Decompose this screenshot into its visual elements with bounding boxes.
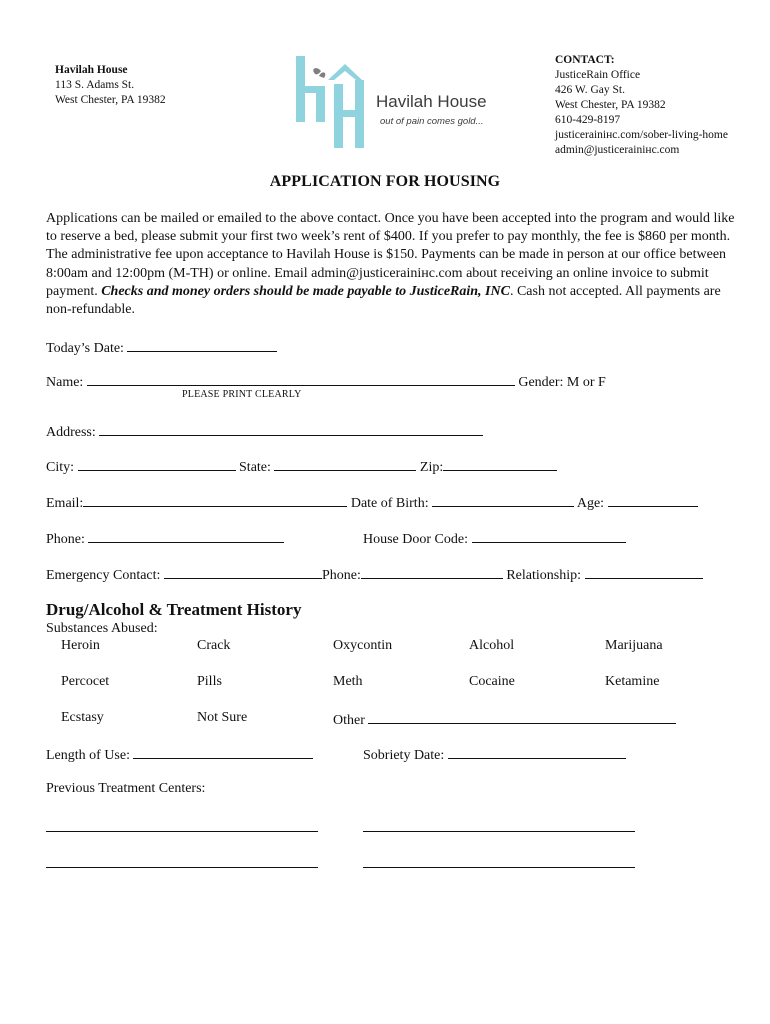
intro-emphasis: Checks and money orders should be made payable to JusticeRain, INC: [101, 283, 510, 299]
previous-center-line[interactable]: [46, 830, 318, 832]
other-substance-field: [333, 710, 676, 730]
substance-option[interactable]: Crack: [197, 638, 231, 653]
length-of-use-field: [46, 745, 313, 765]
relationship-input[interactable]: [585, 565, 703, 579]
emergency-contact-input[interactable]: [164, 565, 322, 579]
substance-option[interactable]: Alcohol: [469, 638, 515, 653]
contact-email: admin@justicerainінc.com: [555, 144, 680, 156]
length-of-use-input[interactable]: [133, 745, 313, 759]
substance-option[interactable]: Ecstasy: [61, 710, 104, 725]
org-city: West Chester, PA 19382: [55, 94, 166, 106]
logo-tagline: out of pain comes gold...: [380, 116, 484, 127]
substance-option[interactable]: Meth: [333, 674, 363, 689]
substances-label: Substances Abused:: [46, 621, 158, 636]
sobriety-date-label: Sobriety Date:: [363, 748, 445, 763]
emergency-phone-label: Phone:: [321, 568, 361, 583]
todays-date-field: [46, 338, 277, 358]
sobriety-date-input[interactable]: [448, 745, 626, 759]
contact-phone: 610-429-8197: [555, 114, 621, 126]
name-label: Name:: [46, 375, 84, 390]
emergency-contact-label: Emergency Contact:: [46, 568, 161, 583]
emergency-contact-row: [46, 565, 703, 585]
gender-label[interactable]: Gender: M or F: [518, 375, 606, 390]
city-input[interactable]: [78, 457, 236, 471]
emergency-phone-input[interactable]: [361, 565, 503, 579]
city-label: City:: [46, 460, 75, 475]
email-dob-age-row: [46, 493, 698, 513]
door-code-label: House Door Code:: [363, 532, 468, 547]
substance-option[interactable]: Ketamine: [605, 674, 660, 689]
dob-label: Date of Birth:: [350, 496, 429, 511]
substance-option[interactable]: Marijuana: [605, 638, 663, 653]
havilah-house-logo: [290, 50, 490, 150]
print-clearly-note: PLEASE PRINT CLEARLY: [182, 389, 302, 400]
substance-option[interactable]: Percocet: [61, 674, 110, 689]
org-address-block: [55, 63, 166, 108]
state-input[interactable]: [274, 457, 416, 471]
address-field: [46, 422, 483, 442]
other-label: Other: [333, 713, 365, 728]
zip-input[interactable]: [443, 457, 557, 471]
contact-office: JusticeRain Office: [555, 69, 641, 81]
contact-website: justicerainінc.com/sober-living-home: [555, 129, 728, 141]
name-input[interactable]: [87, 372, 515, 386]
substance-option[interactable]: Heroin: [61, 638, 100, 653]
dob-input[interactable]: [432, 493, 574, 507]
contact-block: [555, 53, 728, 158]
door-code-input[interactable]: [472, 529, 626, 543]
door-code-field: [363, 529, 626, 549]
other-substance-input[interactable]: [368, 710, 676, 724]
phone-field: [46, 529, 284, 549]
substance-option[interactable]: Not Sure: [197, 710, 248, 725]
contact-street: 426 W. Gay St.: [555, 84, 625, 96]
state-label: State:: [239, 460, 271, 475]
substance-option[interactable]: Oxycontin: [333, 638, 393, 653]
previous-centers-label: Previous Treatment Centers:: [46, 781, 206, 796]
city-state-zip-row: [46, 457, 557, 477]
page-title: APPLICATION FOR HOUSING: [269, 173, 501, 190]
contact-city: West Chester, PA 19382: [555, 99, 666, 111]
substance-option[interactable]: Cocaine: [469, 674, 515, 689]
drug-alcohol-heading: Drug/Alcohol & Treatment History: [46, 600, 302, 619]
address-label: Address:: [46, 425, 96, 440]
previous-center-line[interactable]: [46, 866, 318, 868]
contact-heading: CONTACT:: [555, 54, 615, 66]
todays-date-input[interactable]: [127, 338, 277, 352]
logo-name: Havilah House: [376, 92, 487, 111]
zip-label: Zip:: [419, 460, 444, 475]
intro-text: Applications can be mailed or emailed to the above contact. Once you have been accepted into the program and would like to reserve a bed, please submit your first two week’s rent of $400. If you prefer to pay monthly, the fee is $860 per month. The administrative fee upon acceptance to Havilah House is $150. Payments can be made in person at our office between 8:00am and 12:00pm (M-TH) or online. Email admin@justicerainінc.com about receiving an online invoice to submit payment.: [46, 211, 735, 299]
org-name: Havilah House: [55, 64, 128, 76]
email-label: Email:: [46, 496, 84, 511]
previous-center-line[interactable]: [363, 866, 635, 868]
substance-option[interactable]: Pills: [197, 674, 222, 689]
phone-input[interactable]: [88, 529, 284, 543]
intro-paragraph: [46, 210, 736, 319]
org-street: 113 S. Adams St.: [55, 79, 135, 91]
sobriety-date-field: [363, 745, 626, 765]
address-input[interactable]: [99, 422, 483, 436]
age-input[interactable]: [608, 493, 698, 507]
relationship-label: Relationship:: [506, 568, 581, 583]
name-field: [46, 372, 606, 392]
length-of-use-label: Length of Use:: [46, 748, 130, 763]
age-label: Age:: [576, 496, 605, 511]
previous-center-line[interactable]: [363, 830, 635, 832]
todays-date-label: Today’s Date:: [46, 341, 124, 356]
intro-tail: . Cash not accepted. All payments are non-refundable.: [46, 283, 721, 318]
email-input[interactable]: [83, 493, 347, 507]
phone-label: Phone:: [46, 532, 85, 547]
